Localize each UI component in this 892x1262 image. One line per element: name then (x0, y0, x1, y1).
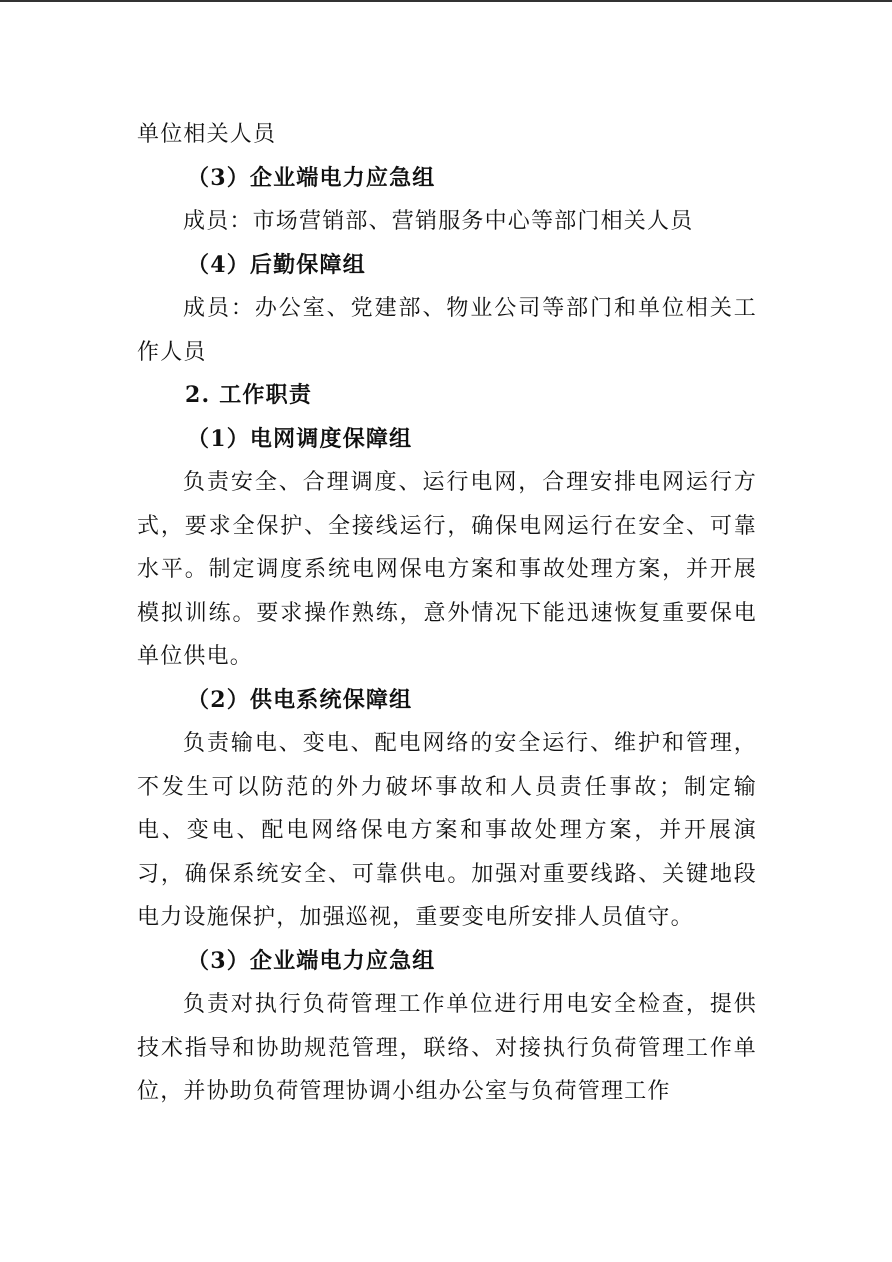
paragraph-members-logistics: 成员：办公室、党建部、物业公司等部门和单位相关工作人员 (137, 296, 757, 365)
paragraph-enterprise-emergency-duties: 负责对执行负荷管理工作单位进行用电安全检查，提供技术指导和协助规范管理，联络、对接执行负荷管理工作单位，并协助负荷管理协调小组办公室与负荷管理工作 (137, 992, 757, 1104)
heading-enterprise-emergency-group-2: （3）企业端电力应急组 (187, 947, 436, 974)
page-top-border (0, 0, 892, 2)
document-page (137, 113, 757, 1114)
heading-logistics-group: （4）后勤保障组 (187, 251, 366, 278)
heading-enterprise-emergency-group: （3）企业端电力应急组 (187, 164, 436, 191)
heading-power-supply-group: （2）供电系统保障组 (187, 686, 413, 713)
paragraph-members-enterprise: 成员：市场营销部、营销服务中心等部门相关人员 (183, 209, 694, 234)
paragraph-power-supply-duties: 负责输电、变电、配电网络的安全运行、维护和管理，不发生可以防范的外力破坏事故和人员责任事故；制定输电、变电、配电网络保电方案和事故处理方案，并开展演习，确保系统安全、可靠供电。加强对重要线路、关键地段电力设施保护，加强巡视，重要变电所安排人员值守。 (137, 731, 757, 930)
heading-grid-dispatch-group: （1）电网调度保障组 (187, 425, 413, 452)
heading-work-duties: 2. 工作职责 (185, 382, 313, 408)
paragraph-grid-dispatch-duties: 负责安全、合理调度、运行电网，合理安排电网运行方式，要求全保护、全接线运行，确保电网运行在安全、可靠水平。制定调度系统电网保电方案和事故处理方案，并开展模拟训练。要求操作熟练，意外情况下能迅速恢复重要保电单位供电。 (137, 470, 757, 669)
paragraph-continuation: 单位相关人员 (137, 122, 277, 147)
